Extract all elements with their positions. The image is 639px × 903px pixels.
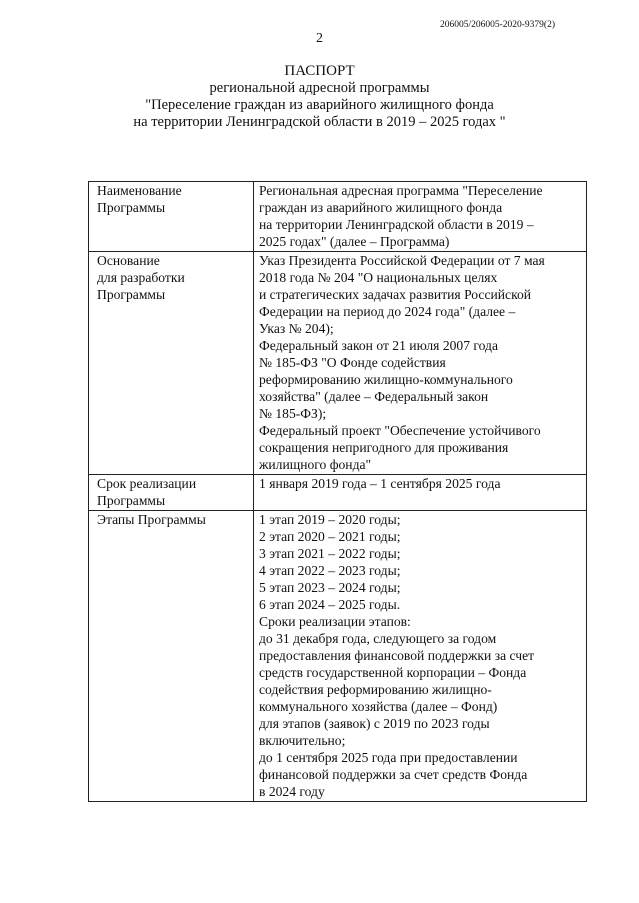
row-label-line: Программы <box>97 493 166 508</box>
title-program-name-line2: на территории Ленинградской области в 2019 – 2025 годах " <box>133 114 506 130</box>
row-value-line: Региональная адресная программа "Переселение <box>259 183 543 198</box>
row-value-line: жилищного фонда" <box>259 457 372 472</box>
row-value-line: коммунального хозяйства (далее – Фонд) <box>259 699 498 714</box>
row-value-line: и стратегических задачах развития Российской <box>259 287 532 302</box>
row-value-cell <box>254 252 587 475</box>
row-value-line: до 1 сентября 2025 года при предоставлении <box>259 750 518 765</box>
passport-title <box>0 63 639 131</box>
row-label-line: Программы <box>97 200 166 215</box>
row-value-line: включительно; <box>259 733 346 748</box>
row-value-line: № 185-ФЗ "О Фонде содействия <box>259 355 446 370</box>
passport-table <box>88 181 587 802</box>
title-program-name-line1: "Переселение граждан из аварийного жилищного фонда <box>145 97 494 113</box>
row-value-line: 5 этап 2023 – 2024 годы; <box>259 580 401 595</box>
row-value-line: Указ Президента Российской Федерации от 7 мая <box>259 253 545 268</box>
table-row-program-name <box>89 182 587 252</box>
row-value-cell <box>254 182 587 252</box>
row-value-line: № 185-ФЗ); <box>259 406 327 421</box>
row-value-line: сокращения непригодного для проживания <box>259 440 509 455</box>
row-label-cell <box>89 182 254 252</box>
row-value-line: 1 января 2019 года – 1 сентября 2025 года <box>259 476 501 491</box>
row-value-line: граждан из аварийного жилищного фонда <box>259 200 503 215</box>
row-value-line: реформированию жилищно-коммунального <box>259 372 513 387</box>
title-main: ПАСПОРТ <box>284 63 355 79</box>
row-value-line: средств государственной корпорации – Фонда <box>259 665 527 680</box>
row-value-line: 2025 годах" (далее – Программа) <box>259 234 450 249</box>
row-value-line: Указ № 204); <box>259 321 334 336</box>
row-value-cell <box>254 511 587 802</box>
row-value-line: финансовой поддержки за счет средств Фонда <box>259 767 528 782</box>
row-value-line: в 2024 году <box>259 784 325 799</box>
title-subtitle: региональной адресной программы <box>209 80 430 96</box>
row-label-line: Программы <box>97 287 166 302</box>
row-value-line: хозяйства" (далее – Федеральный закон <box>259 389 489 404</box>
row-value-line: предоставления финансовой поддержки за счет <box>259 648 535 663</box>
row-value-line: Федерации на период до 2024 года" (далее – <box>259 304 516 319</box>
document-id: 206005/206005-2020-9379(2) <box>439 20 555 30</box>
passport-table-body <box>89 182 587 802</box>
row-value-line: 2 этап 2020 – 2021 годы; <box>259 529 401 544</box>
row-label-line: Основание <box>97 253 160 268</box>
row-label-cell <box>89 511 254 802</box>
row-value-line: 4 этап 2022 – 2023 годы; <box>259 563 401 578</box>
row-value-line: Федеральный проект "Обеспечение устойчивого <box>259 423 541 438</box>
row-value-cell <box>254 475 587 511</box>
row-label-line: Этапы Программы <box>97 512 206 527</box>
row-value-line: 3 этап 2021 – 2022 годы; <box>259 546 401 561</box>
table-row-duration <box>89 475 587 511</box>
table-row-basis <box>89 252 587 475</box>
row-value-line: на территории Ленинградской области в 2019 – <box>259 217 534 232</box>
row-value-line: Сроки реализации этапов: <box>259 614 411 629</box>
row-value-line: 1 этап 2019 – 2020 годы; <box>259 512 401 527</box>
row-value-line: до 31 декабря года, следующего за годом <box>259 631 497 646</box>
page-number: 2 <box>316 31 323 46</box>
row-label-cell <box>89 252 254 475</box>
row-value-line: 6 этап 2024 – 2025 годы. <box>259 597 401 612</box>
row-label-line: Срок реализации <box>97 476 197 491</box>
row-label-line: Наименование <box>97 183 182 198</box>
row-value-line: 2018 года № 204 "О национальных целях <box>259 270 498 285</box>
row-label-cell <box>89 475 254 511</box>
row-value-line: Федеральный закон от 21 июля 2007 года <box>259 338 498 353</box>
table-row-stages <box>89 511 587 802</box>
row-value-line: содействия реформированию жилищно- <box>259 682 492 697</box>
row-value-line: для этапов (заявок) с 2019 по 2023 годы <box>259 716 490 731</box>
row-label-line: для разработки <box>97 270 185 285</box>
